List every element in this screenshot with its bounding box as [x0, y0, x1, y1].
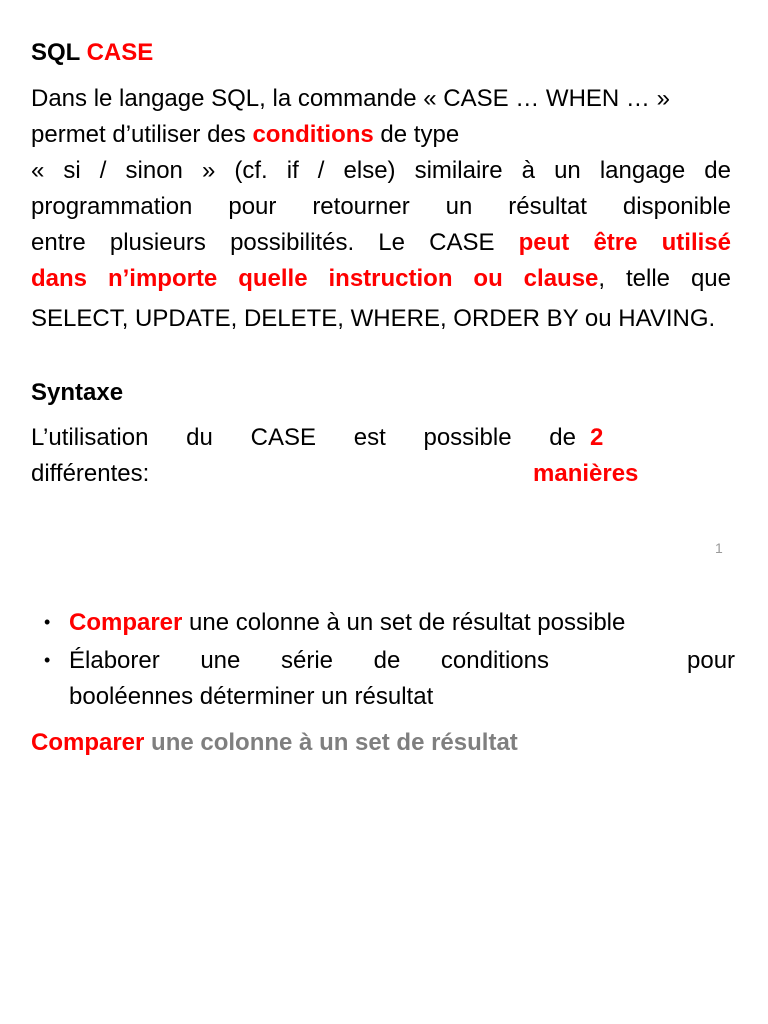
- intro-line-4: programmation pour retourner un résultat disponible: [31, 193, 731, 220]
- bullet-item-2-line-1: Élaborer une série de conditions: [69, 647, 549, 674]
- intro-line-2: [31, 117, 459, 153]
- page-number: 1: [715, 540, 723, 556]
- instruction-clause-highlight: dans n’importe quelle instruction ou clause: [31, 265, 599, 292]
- intro-line-6: [31, 265, 731, 293]
- bullet-dot-2: •: [44, 650, 51, 670]
- intro-l6b: , telle que: [598, 265, 732, 292]
- bullet-item-2-line-2: booléennes déterminer un résultat: [69, 683, 434, 710]
- manieres-highlight: manières: [533, 460, 639, 487]
- intro-line-7: SELECT, UPDATE, DELETE, WHERE, ORDER BY ou HAVING.: [31, 305, 716, 332]
- bullet-item-1: [69, 609, 625, 637]
- syntax-line-2: différentes:: [31, 460, 150, 487]
- sub-heading-text: une colonne à un set de résultat: [144, 729, 518, 756]
- intro-l5a: entre plusieurs possibilités. Le CASE: [31, 229, 519, 256]
- comparer-highlight: Comparer: [69, 609, 183, 636]
- intro-line-5: [31, 229, 731, 257]
- sub-heading: [31, 729, 518, 757]
- syntax-number: 2: [590, 424, 604, 451]
- bullet-1-text: une colonne à un set de résultat possible: [182, 609, 626, 636]
- intro-l2c: de type: [373, 121, 460, 148]
- title-highlight: CASE: [86, 39, 154, 66]
- intro-line-1: Dans le langage SQL, la commande « CASE … WHEN … »: [31, 85, 670, 112]
- syntax-heading: Syntaxe: [31, 379, 124, 406]
- conditions-highlight: conditions: [252, 121, 374, 148]
- bullet-dot-1: •: [44, 612, 51, 632]
- page-title: [31, 39, 153, 67]
- title-prefix: SQL: [31, 39, 80, 66]
- peut-etre-utilise-highlight: peut être utilisé: [518, 229, 731, 256]
- sub-heading-highlight: Comparer: [31, 729, 145, 756]
- syntax-line-1: L’utilisation du CASE est possible de: [31, 424, 576, 451]
- intro-line-3: « si / sinon » (cf. if / else) similaire à un langage de: [31, 157, 731, 184]
- bullet-item-2-pour: pour: [687, 647, 736, 674]
- intro-l2a: permet d’utiliser des: [31, 121, 253, 148]
